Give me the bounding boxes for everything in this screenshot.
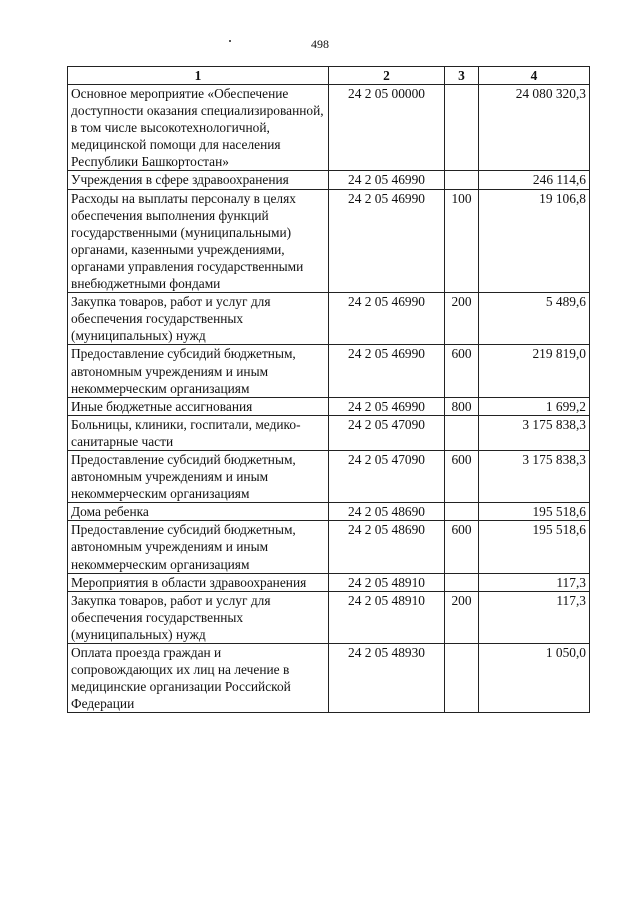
table-row <box>68 503 590 521</box>
row-amount: 117,3 <box>479 573 590 591</box>
row-code: 24 2 05 48690 <box>329 521 445 573</box>
table-row <box>68 85 590 171</box>
row-name: Мероприятия в области здравоохранения <box>68 573 329 591</box>
row-expense-type: 800 <box>445 397 479 415</box>
row-expense-type <box>445 85 479 171</box>
scan-speck <box>229 40 231 42</box>
table-row <box>68 397 590 415</box>
table-row <box>68 450 590 502</box>
row-code: 24 2 05 48910 <box>329 591 445 643</box>
row-amount: 219 819,0 <box>479 345 590 397</box>
table-row <box>68 345 590 397</box>
row-name: Закупка товаров, работ и услуг для обеспечения государственных (муниципальных) нужд <box>68 293 329 345</box>
row-name: Оплата проезда граждан и сопровождающих их лиц на лечение в медицинские организации Российской Федерации <box>68 644 329 713</box>
row-expense-type <box>445 644 479 713</box>
row-code: 24 2 05 48690 <box>329 503 445 521</box>
row-name: Иные бюджетные ассигнования <box>68 397 329 415</box>
row-amount: 195 518,6 <box>479 503 590 521</box>
row-amount: 195 518,6 <box>479 521 590 573</box>
row-code: 24 2 05 47090 <box>329 415 445 450</box>
row-amount: 1 050,0 <box>479 644 590 713</box>
table-row <box>68 189 590 293</box>
row-name-text: Основное мероприятие «Обеспечение доступности оказания специализированной, в том числе высокотехнологичной, медицинской помощи для населения Республики Башкортостан» <box>71 86 324 170</box>
table-row <box>68 415 590 450</box>
row-expense-type <box>445 171 479 189</box>
row-expense-type: 600 <box>445 450 479 502</box>
table-row <box>68 591 590 643</box>
row-code: 24 2 05 00000 <box>329 85 445 171</box>
row-name: Расходы на выплаты персоналу в целях обеспечения выполнения функций государственными (муниципальными) органами, казенными учреждениями, органами управления государственными внебюджетными фондами <box>68 189 329 293</box>
row-name: Предоставление субсидий бюджетным, автономным учреждениям и иным некоммерческим организациям <box>68 450 329 502</box>
table-row <box>68 644 590 713</box>
row-expense-type: 100 <box>445 189 479 293</box>
column-header-4: 4 <box>479 67 590 85</box>
row-amount: 3 175 838,3 <box>479 450 590 502</box>
row-code: 24 2 05 46990 <box>329 345 445 397</box>
row-name: Закупка товаров, работ и услуг для обеспечения государственных (муниципальных) нужд <box>68 591 329 643</box>
row-code: 24 2 05 48910 <box>329 573 445 591</box>
row-amount: 1 699,2 <box>479 397 590 415</box>
row-expense-type: 600 <box>445 521 479 573</box>
row-code: 24 2 05 46990 <box>329 397 445 415</box>
row-expense-type <box>445 503 479 521</box>
table-row <box>68 293 590 345</box>
row-amount: 24 080 320,3 <box>479 85 590 171</box>
row-code: 24 2 05 47090 <box>329 450 445 502</box>
row-expense-type <box>445 415 479 450</box>
column-header-2: 2 <box>329 67 445 85</box>
row-name: Учреждения в сфере здравоохранения <box>68 171 329 189</box>
row-amount: 3 175 838,3 <box>479 415 590 450</box>
header-row <box>68 67 590 85</box>
row-name: Дома ребенка <box>68 503 329 521</box>
row-code: 24 2 05 46990 <box>329 293 445 345</box>
row-name: Предоставление субсидий бюджетным, автономным учреждениям и иным некоммерческим организациям <box>68 521 329 573</box>
table-row <box>68 171 590 189</box>
row-expense-type: 600 <box>445 345 479 397</box>
row-amount: 246 114,6 <box>479 171 590 189</box>
column-header-3: 3 <box>445 67 479 85</box>
row-name: Предоставление субсидий бюджетным, автономным учреждениям и иным некоммерческим организациям <box>68 345 329 397</box>
row-code: 24 2 05 46990 <box>329 189 445 293</box>
budget-table <box>67 66 590 713</box>
row-expense-type: 200 <box>445 293 479 345</box>
row-amount: 117,3 <box>479 591 590 643</box>
row-amount: 19 106,8 <box>479 189 590 293</box>
row-code: 24 2 05 46990 <box>329 171 445 189</box>
row-code: 24 2 05 48930 <box>329 644 445 713</box>
row-amount: 5 489,6 <box>479 293 590 345</box>
row-expense-type <box>445 573 479 591</box>
table-row <box>68 521 590 573</box>
table-row <box>68 573 590 591</box>
column-header-1: 1 <box>68 67 329 85</box>
row-name: Больницы, клиники, госпитали, медико-санитарные части <box>68 415 329 450</box>
row-name <box>68 85 329 171</box>
row-expense-type: 200 <box>445 591 479 643</box>
page-number: 498 <box>311 37 329 51</box>
